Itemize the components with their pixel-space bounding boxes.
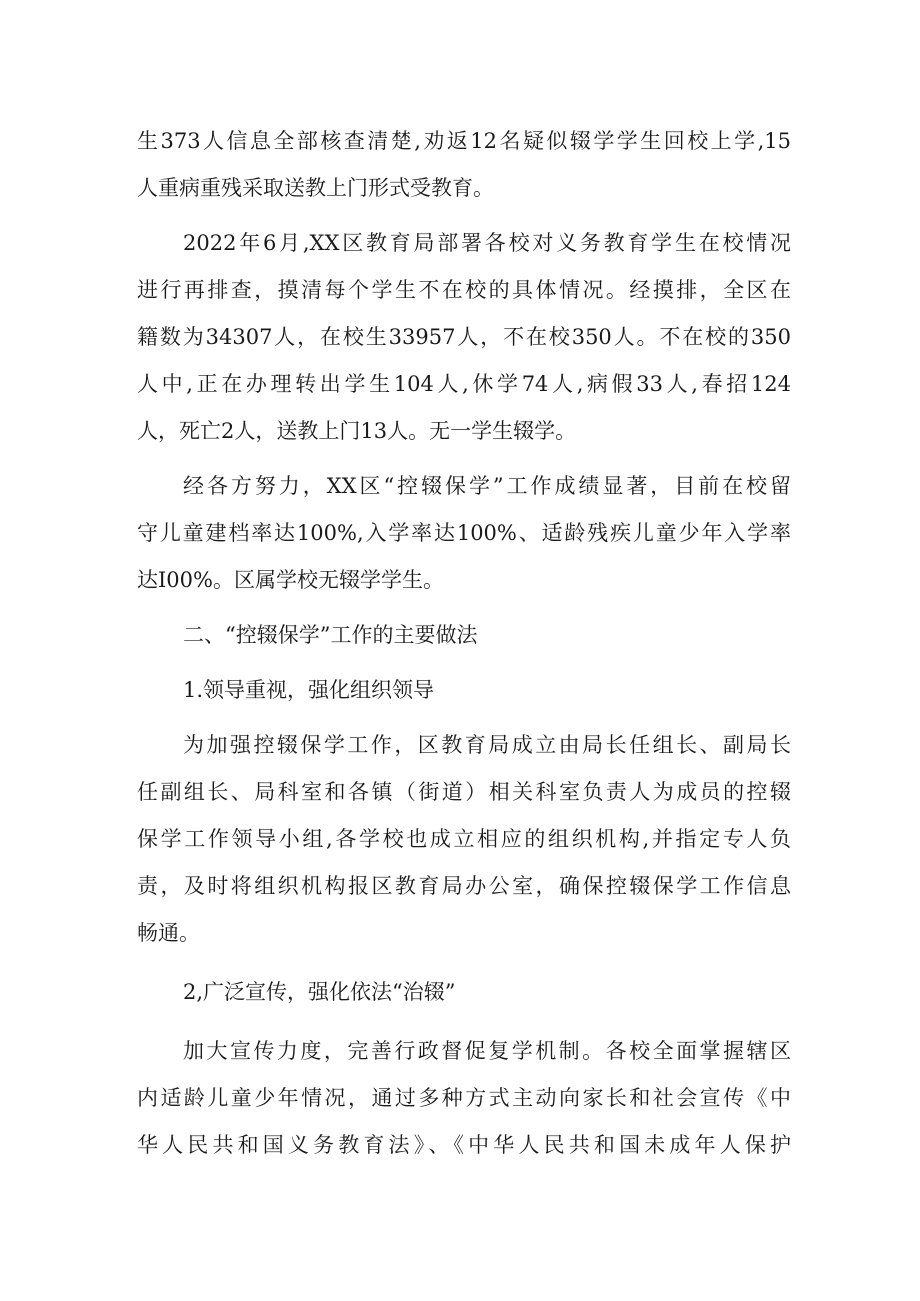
document-page <box>137 118 791 1169</box>
paragraph-investigation <box>137 220 791 455</box>
text-line: 籍数为34307人，在校生33957人，不在校350人。不在校的350 <box>137 325 791 349</box>
text-line: 保学工作领导小组,各学校也成立相应的组织机构,并指定专人负 <box>137 827 791 851</box>
text-line: 责，及时将组织机构报区教育局办公室，确保控辍保学工作信息 <box>137 874 791 898</box>
text-line: 加大宣传力度，完善行政督促复学机制。各校全面掌握辖区 <box>183 1039 791 1063</box>
text-line: 生373人信息全部核查清楚,劝返12名疑似辍学学生回校上学,15 <box>137 129 791 153</box>
text-line: 为加强控辍保学工作，区教育局成立由局长任组长、副局长 <box>183 733 791 757</box>
text-line: 华人民共和国义务教育法》、《中华人民共和国未成年人保护 <box>137 1133 791 1157</box>
text-line: 人，死亡2人，送教上门13人。无一学生辍学。 <box>137 419 577 443</box>
section-heading <box>137 612 791 659</box>
paragraph-leadership <box>137 722 791 957</box>
text-line: 内适龄儿童少年情况，通过多种方式主动向家长和社会宣传《中 <box>137 1086 791 1110</box>
text-line: 1.领导重视，强化组织领导 <box>183 678 435 702</box>
text-line: 2,广泛宣传，强化依法“治辍” <box>183 980 456 1004</box>
paragraph-results <box>137 463 791 604</box>
subsection-heading-1 <box>137 667 791 714</box>
text-line: 畅通。 <box>137 921 200 945</box>
text-line: 守儿童建档率达100%,入学率达100%、适龄残疾儿童少年入学率 <box>137 521 791 545</box>
text-line: 人中,正在办理转出学生104人,休学74人,病假33人,春招124 <box>137 372 791 396</box>
text-line: 二、“控辍保学”工作的主要做法 <box>183 623 478 647</box>
text-line: 2022年6月,XX区教育局部署各校对义务教育学生在校情况 <box>183 231 791 255</box>
text-line: 达I00%。区属学校无辍学学生。 <box>137 568 444 592</box>
text-line: 任副组长、局科室和各镇（街道）相关科室负责人为成员的控辍 <box>137 780 791 804</box>
paragraph-publicity <box>137 1028 791 1169</box>
text-line: 经各方努力，XX区“控辍保学”工作成绩显著，目前在校留 <box>183 474 791 498</box>
text-line: 人重病重残采取送教上门形式受教育。 <box>137 176 494 200</box>
text-line: 进行再排查，摸清每个学生不在校的具体情况。经摸排，全区在 <box>137 278 791 302</box>
paragraph-continuation <box>137 118 791 212</box>
subsection-heading-2 <box>137 969 791 1016</box>
